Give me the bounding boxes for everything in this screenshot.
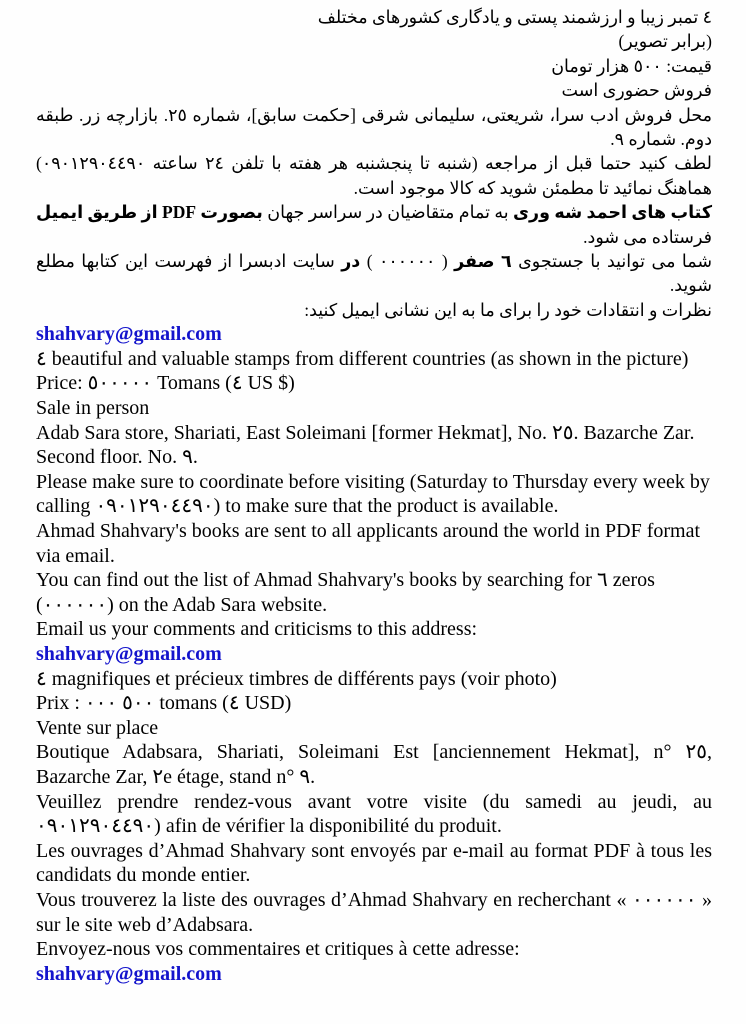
fa-books-email-bold: از طریق ایمیل — [36, 202, 158, 223]
en-sale-type: Sale in person — [36, 397, 150, 420]
en-feedback-note: Email us your comments and criticisms to this address: — [36, 618, 478, 641]
fa-books-author-bold: کتاب های احمد شه وری — [512, 202, 712, 223]
fr-title: ٤ magnifiques et précieux timbres de différents pays (voir photo) — [36, 667, 557, 690]
fa-phone-note: لطف کنید حتما قبل از مراجعه (شنبه تا پنجشنبه هر هفته با تلفن ٢٤ ساعته ٠٩٠١٢٩٠٤٤٩٠) هماهنگ نمائید تا مطمئن شوید که کالا موجود است. — [36, 153, 712, 198]
fr-appointment-note: Veuillez prendre rendez-vous avant votre visite (du samedi au jeudi, au ٠٩٠١٢٩٠٤٤٩٠) afin de vérifier la disponibilité du produit. — [36, 790, 712, 838]
fr-price: Prix : ٥٠٠ ٠٠٠ tomans (٤ USD) — [36, 692, 292, 715]
en-address: Adab Sara store, Shariati, East Soleimani [former Hekmat], No. ٢٥. Bazarche Zar. Second floor. No. ٩. — [36, 421, 695, 469]
en-search-note: You can find out the list of Ahmad Shahvary's books by searching for ٦ zeros (٠٠٠٠٠٠) on the Adab Sara website. — [36, 569, 655, 616]
fa-search-text-3: سایت ادبسرا از فهرست این کتابها مطلع شوید. — [36, 251, 712, 296]
fa-email-row — [36, 322, 712, 347]
fa-search-note — [36, 249, 712, 298]
fa-search-text-1: شما می توانید با جستجوی — [511, 251, 713, 272]
email-link-en[interactable]: shahvary@gmail.com — [36, 643, 222, 665]
fr-address: Boutique Adabsara, Shariati, Soleimani Est [anciennement Hekmat], n° ٢٥, Bazarche Zar, ٢e étage, stand n° ٩. — [36, 741, 712, 788]
fr-search-note: Vous trouverez la liste des ouvrages d’Ahmad Shahvary en recherchant « ٠٠٠٠٠٠ » sur le site web d’Adabsara. — [36, 888, 712, 936]
fa-price: قیمت: ٥٠٠ هزار تومان — [551, 55, 712, 76]
en-phone-note: Please make sure to coordinate before visiting (Saturday to Thursday every week by calling ٠٩٠١٢٩٠٤٤٩٠) to make sure that the product is available. — [36, 470, 710, 518]
fa-picture-note: (برابر تصویر) — [618, 31, 712, 52]
en-email-row — [36, 642, 712, 667]
en-books-note: Ahmad Shahvary's books are sent to all applicants around the world in PDF format via email. — [36, 520, 701, 567]
email-link-fr[interactable]: shahvary@gmail.com — [36, 962, 222, 985]
fr-email-row — [36, 962, 712, 987]
fr-feedback-note: Envoyez-nous vos commentaires et critiques à cette adresse: — [36, 938, 520, 961]
fa-books-text-1: به تمام متقاضیان در سراسر جهان — [262, 202, 513, 223]
fa-search-in-bold: در — [341, 251, 361, 272]
en-title: ٤ beautiful and valuable stamps from different countries (as shown in the picture) — [36, 347, 689, 370]
fa-search-zeros-bold: ٦ صفر — [454, 251, 512, 272]
fa-address: محل فروش ادب سرا، شریعتی، سلیمانی شرقی [حکمت سابق]، شماره ٢٥. بازارچه زر. طبقه دوم. شماره ٩. — [36, 104, 712, 150]
fa-books-text-3: فرستاده می شود. — [583, 226, 712, 247]
fr-sale-type: Vente sur place — [36, 716, 159, 739]
fa-title: ٤ تمبر زیبا و ارزشمند پستی و یادگاری کشورهای مختلف — [317, 7, 712, 27]
fr-books-note: Les ouvrages d’Ahmad Shahvary sont envoyés par e-mail au format PDF à tous les candidats du monde entier. — [36, 839, 712, 887]
fa-books-note — [36, 200, 712, 249]
en-price: Price: ٥٠٠٠٠٠ Tomans (٤ US $) — [36, 372, 295, 395]
fa-feedback-note: نظرات و انتقادات خود را برای ما به این نشانی ایمیل کنید: — [304, 299, 712, 320]
fa-sale-type: فروش حضوری است — [561, 80, 712, 101]
fa-search-text-2: ( ٠٠٠٠٠٠ ) — [360, 251, 455, 272]
email-link-fa[interactable]: shahvary@gmail.com — [36, 323, 222, 346]
fa-books-pdf-bold: بصورت PDF — [162, 202, 263, 223]
